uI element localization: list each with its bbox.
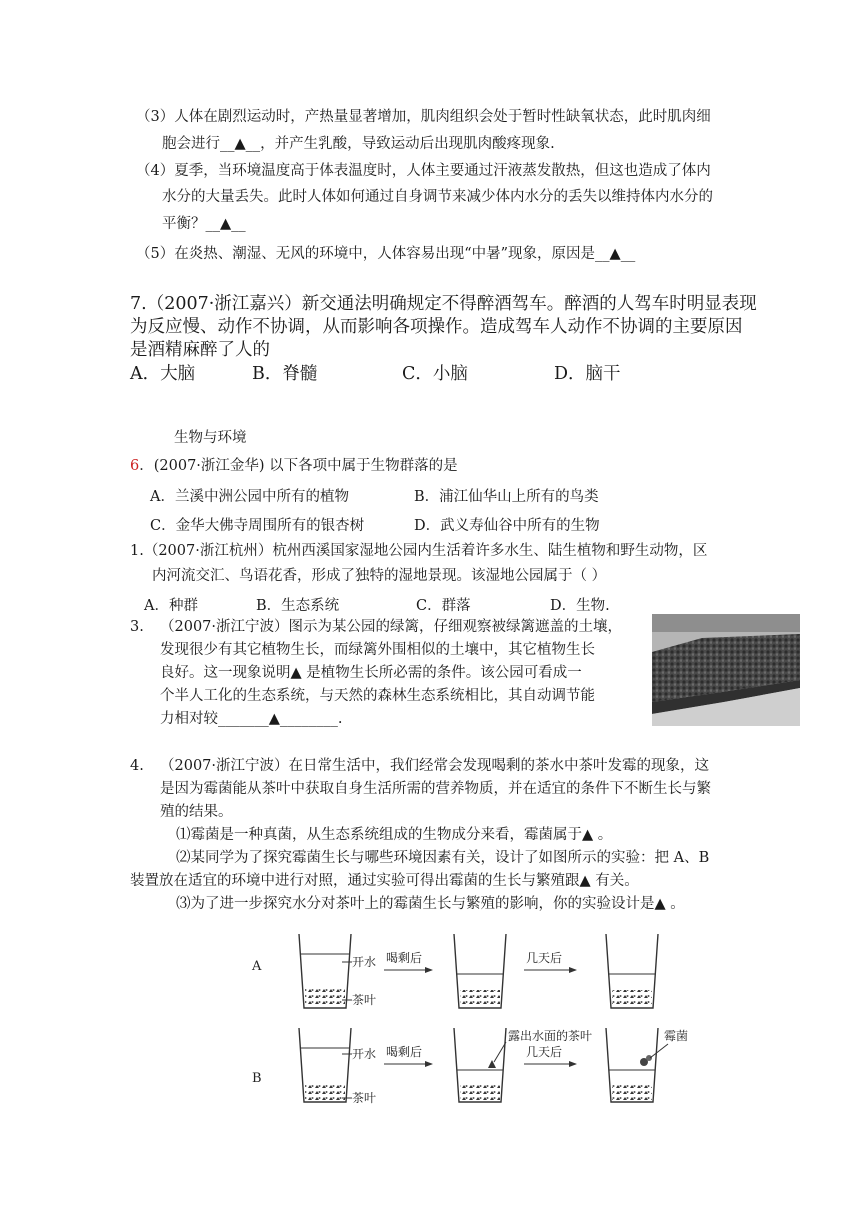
cup-a-3 [606, 934, 658, 1008]
label-leaf-b: 茶叶 [352, 1091, 377, 1105]
q1-option-b: B．生态系统 [256, 598, 340, 614]
label-water-a: 开水 [352, 955, 377, 969]
q4-sub-2b: 装置放在适宜的环境中进行对照，通过实验可得出霉菌的生长与繁殖跟▲ 有关。 [130, 873, 639, 889]
q-prev-line-2: 胞会进行__▲__，并产生乳酸，导致运动后出现肌肉酸疼现象. [162, 136, 555, 152]
hedge-photo [652, 614, 800, 726]
cup-b-2 [454, 1028, 506, 1102]
q-prev-line-3: （4）夏季，当环境温度高于体表温度时，人体主要通过汗液蒸发散热，但这也造成了体内 [136, 163, 711, 179]
q3-line-5: 力相对较_______▲________. [160, 711, 343, 727]
cup-b-3 [606, 1028, 658, 1102]
q6-option-c: C．金华大佛寺周围所有的银杏树 [150, 518, 365, 534]
q1-option-c: C．群落 [416, 598, 471, 614]
q-prev-line-4: 水分的大量丢失。此时人体如何通过自身调节来减少体内水分的丢失以维持体内水分的 [162, 189, 713, 205]
section-title: 生物与环境 [174, 430, 247, 446]
q3-line-2: 发现很少有其它植物生长，而绿篱外围相似的土壤中，其它植物生长 [160, 642, 595, 658]
q6-stem-text: ．(2007·浙江金华) 以下各项中属于生物群落的是 [139, 458, 458, 474]
label-days-later-b: 几天后 [526, 1045, 563, 1059]
label-leaf-a: 茶叶 [352, 993, 377, 1007]
q3-line-4: 个半人工化的生态系统，与天然的森林生态系统相比，其自动调节能 [160, 688, 595, 704]
q4-sub-2a: ⑵某同学为了探究霉菌生长与哪些环境因素有关，设计了如图所示的实验：把 A、B [176, 850, 710, 866]
q6-stem [130, 456, 458, 476]
q6-number: 6 [130, 458, 140, 474]
label-after-drink-b: 喝剩后 [386, 1045, 423, 1059]
q7-option-d: D．脑干 [554, 364, 621, 384]
q-prev-line-5: 平衡？__▲__ [162, 216, 246, 232]
q4-line-2: 是因为霉菌能从茶叶中获取自身生活所需的营养物质，并在适宜的条件下不断生长与繁 [160, 781, 711, 797]
q3-line-3: 良好。这一现象说明▲ 是植物生长所必需的条件。该公园可看成一 [160, 665, 582, 681]
q1-option-d: D．生物. [550, 598, 610, 614]
q4-line-3: 殖的结果。 [160, 804, 233, 820]
q6-option-a: A．兰溪中洲公园中所有的植物 [150, 489, 349, 505]
q4-sub-3: ⑶为了进一步探究水分对茶叶上的霉菌生长与繁殖的影响，你的实验设计是▲ 。 [176, 896, 685, 912]
q-prev-line-6: （5）在炎热、潮湿、无风的环境中，人体容易出现“中暑”现象，原因是__▲__ [136, 246, 636, 262]
q4-number: 4. [130, 758, 144, 774]
label-days-later-a: 几天后 [526, 951, 563, 965]
q7-line-2: 为反应慢、动作不协调，从而影响各项操作。造成驾车人动作不协调的主要原因 [130, 317, 743, 337]
experiment-figure [244, 922, 704, 1114]
cup-a-2 [454, 934, 506, 1008]
q3-number: 3. [130, 619, 144, 635]
q1-option-a: A．种群 [144, 598, 198, 614]
q7-option-b: B．脊髓 [252, 364, 318, 384]
cup-b-1 [299, 1028, 351, 1102]
q7-option-a: A．大脑 [130, 364, 196, 384]
q6-option-b: B．浦江仙华山上所有的鸟类 [414, 489, 599, 505]
q7-line-1: 7.（2007·浙江嘉兴）新交通法明确规定不得醉酒驾车。醉酒的人驾车时明显表现 [130, 294, 757, 314]
q4-line-1: （2007·浙江宁波）在日常生活中，我们经常会发现喝剩的茶水中茶叶发霉的现象，这 [160, 758, 710, 774]
q4-sub-1: ⑴霉菌是一种真菌，从生态系统组成的生物成分来看，霉菌属于▲ 。 [176, 827, 613, 843]
q7-option-c: C．小脑 [402, 364, 468, 384]
label-a: A [252, 959, 262, 974]
cup-a-1 [299, 934, 351, 1008]
label-after-drink-a: 喝剩后 [386, 951, 423, 965]
q6-option-d: D．武义寿仙谷中所有的生物 [414, 518, 600, 534]
label-water-b: 开水 [352, 1047, 377, 1061]
q-prev-line-1: （3）人体在剧烈运动时，产热量显著增加，肌肉组织会处于暂时性缺氧状态，此时肌肉细 [136, 109, 711, 125]
label-mold: 霉菌 [664, 1029, 689, 1043]
q1-line-1: 1.（2007·浙江杭州）杭州西溪国家湿地公园内生活着许多水生、陆生植物和野生动物，区 [130, 543, 708, 559]
q3-line-1: （2007·浙江宁波）图示为某公园的绿篱，仔细观察被绿篱遮盖的土壤， [160, 619, 623, 635]
q1-line-2: 内河流交汇、鸟语花香，形成了独特的湿地景现。该湿地公园属于（ ） [152, 568, 607, 584]
label-exposed-leaf: 露出水面的茶叶 [508, 1029, 593, 1043]
label-b: B [252, 1071, 262, 1086]
q7-line-3: 是酒精麻醉了人的 [130, 340, 270, 360]
